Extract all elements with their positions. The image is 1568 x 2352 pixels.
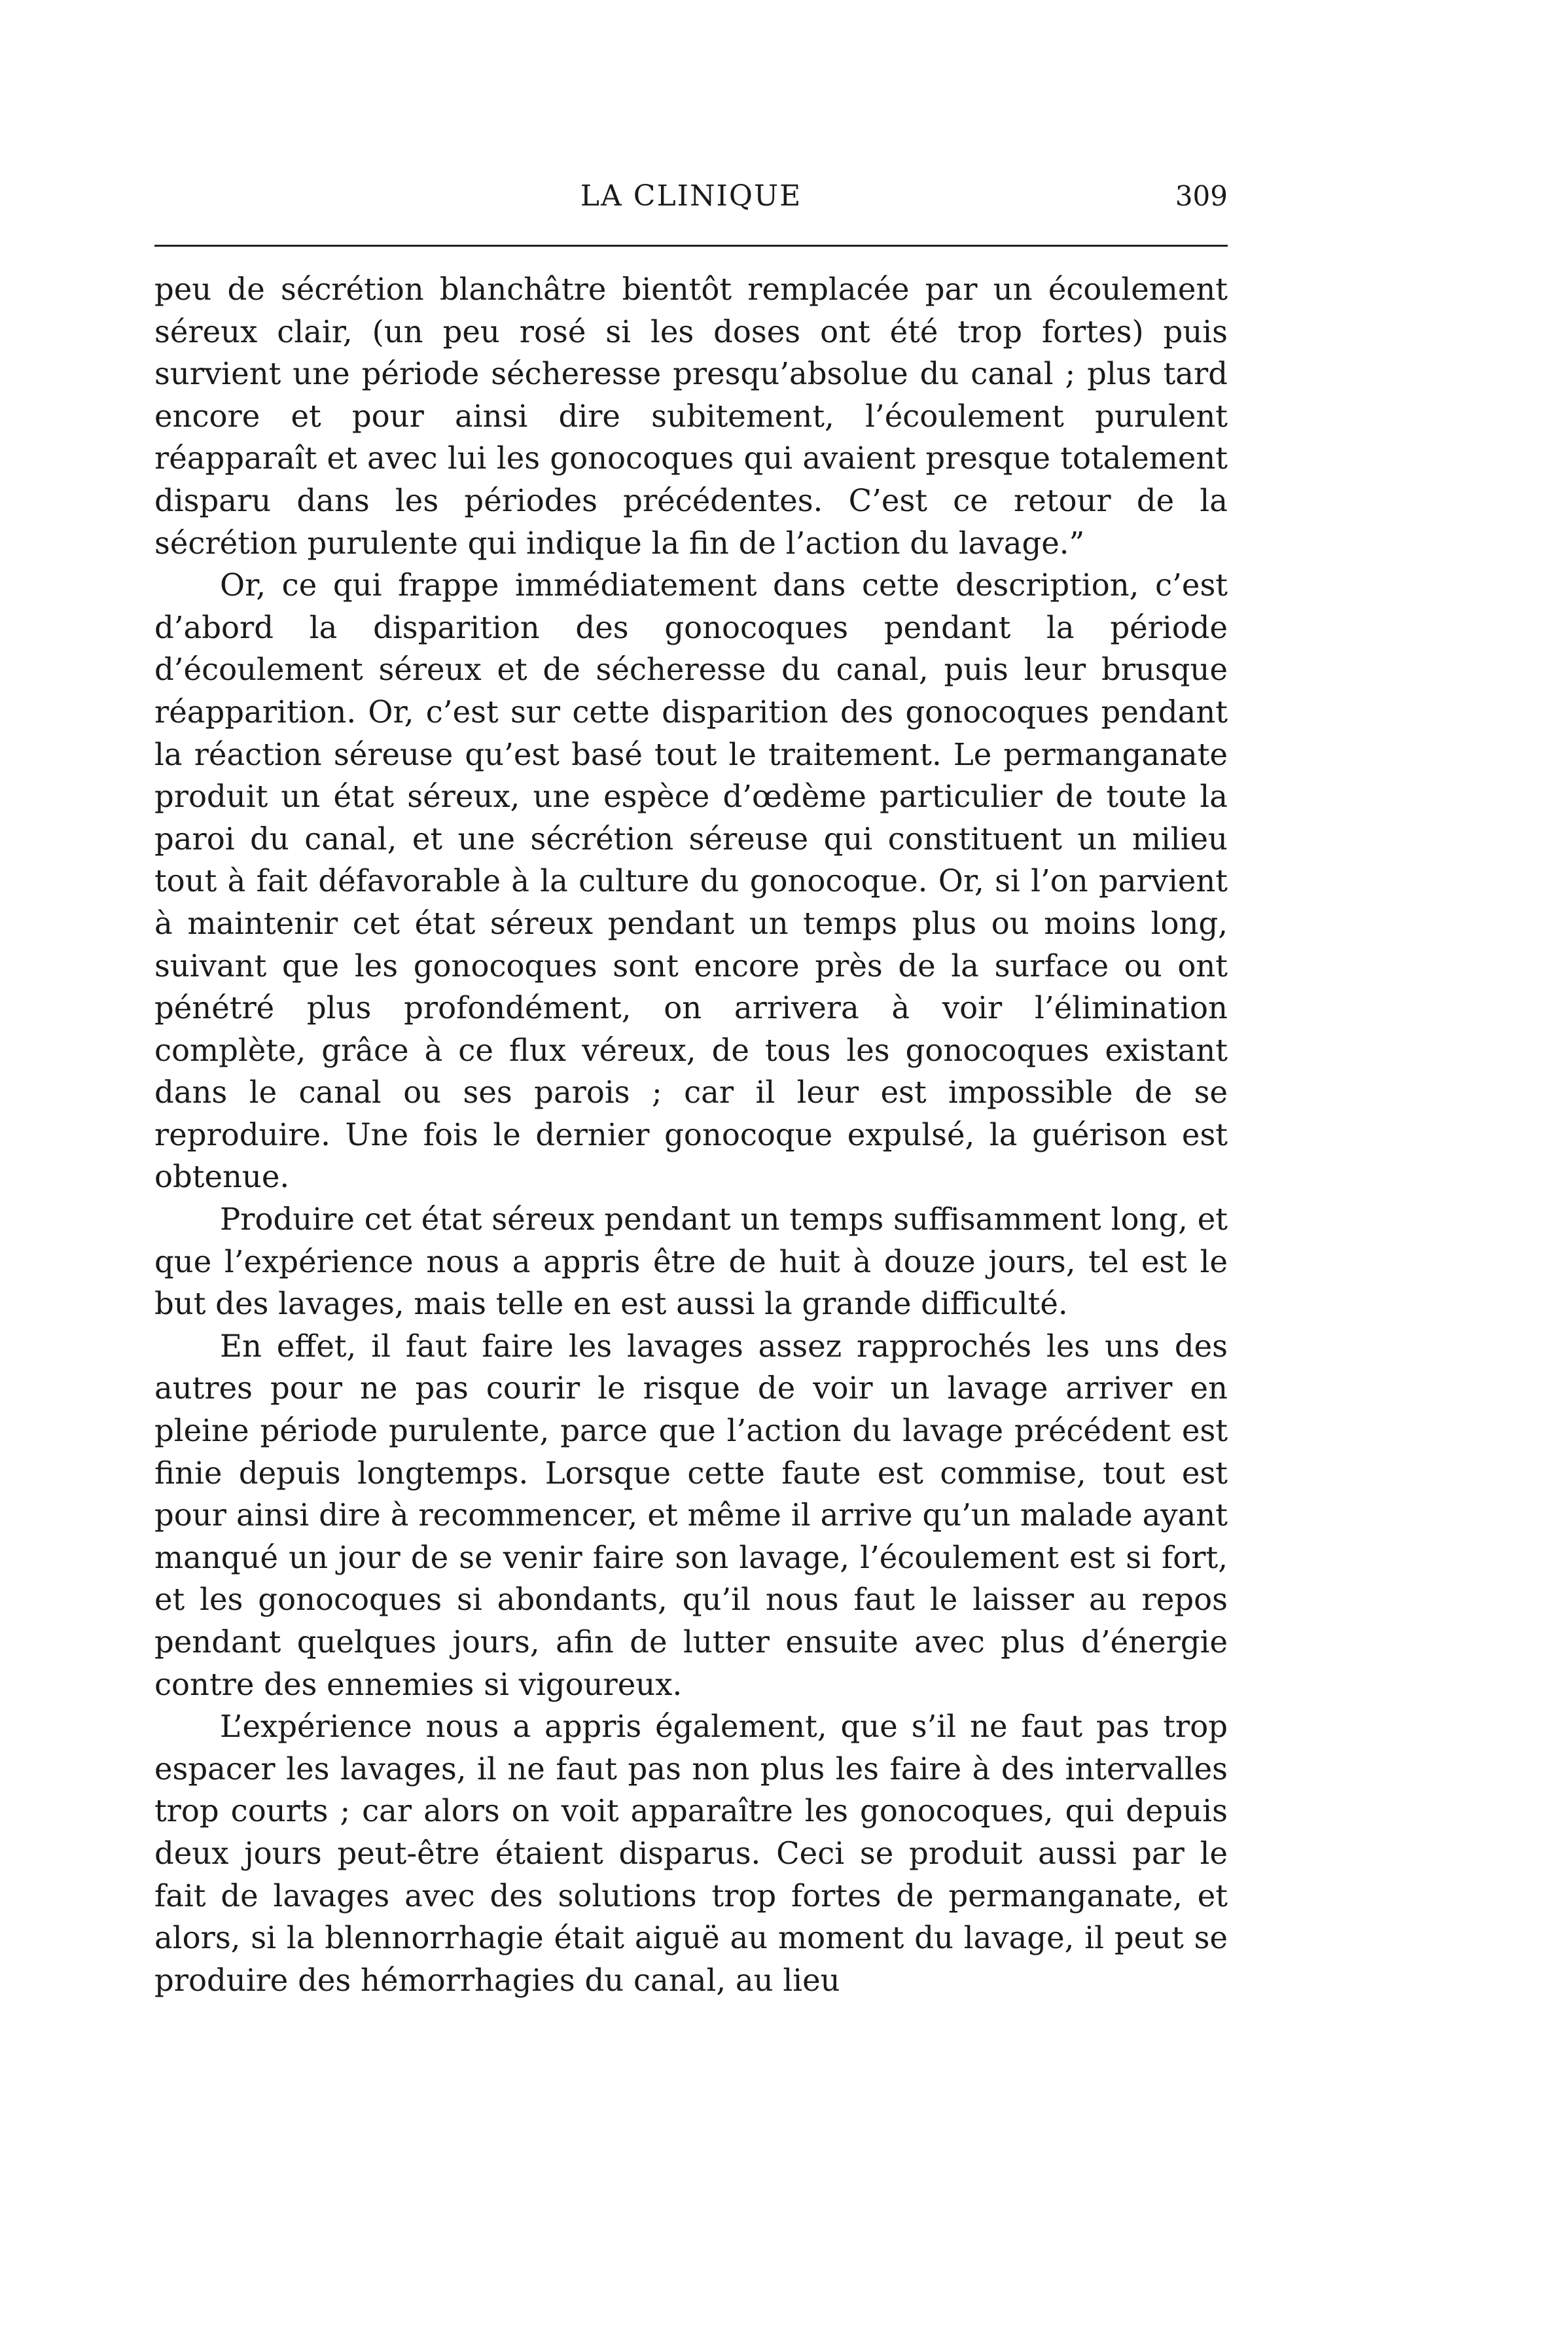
- body-text: [154, 268, 1228, 2001]
- page-number: 309: [1175, 180, 1228, 212]
- page-header: [154, 177, 1228, 223]
- header-rule: [154, 245, 1228, 247]
- paragraph: peu de sécrétion blanchâtre bientôt remplacée par un écoulement séreux clair, (un peu rosé si les doses ont été trop fortes) puis survient une période sécheresse presqu’absolue du canal ; plus tard encore et pour ainsi dire subitement, l’écoulement purulent réapparaît et avec lui les gonocoques qui avaient presque totalement disparu dans les périodes précédentes. C’est ce retour de la sécrétion purulente qui indique la fin de l’action du lavage.”: [154, 272, 1228, 561]
- paragraph: En effet, il faut faire les lavages assez rapprochés les uns des autres pour ne pas courir le risque de voir un lavage arriver en pleine période purulente, parce que l’action du lavage précédent est finie depuis longtemps. Lorsque cette faute est commise, tout est pour ainsi dire à recommencer, et même il arrive qu’un malade ayant manqué un jour de se venir faire son lavage, l’écoulement est si fort, et les gonocoques si abondants, qu’il nous faut le laisser au repos pendant quelques jours, afin de lutter ensuite avec plus d’énergie contre des ennemies si vigoureux.: [154, 1328, 1228, 1702]
- running-title: LA CLINIQUE: [580, 179, 802, 213]
- paragraph: L’expérience nous a appris également, que s’il ne faut pas trop espacer les lavages, il ne faut pas non plus les faire à des intervalles trop courts ; car alors on voit apparaître les gonocoques, qui depuis deux jours peut-être étaient disparus. Ceci se produit aussi par le fait de lavages avec des solutions trop fortes de permanganate, et alors, si la blennorrhagie était aiguë au moment du lavage, il peut se produire des hémorrhagies du canal, au lieu: [154, 1709, 1228, 1998]
- paragraph: Or, ce qui frappe immédiatement dans cette description, c’est d’abord la disparition des gonocoques pendant la période d’écoulement séreux et de sécheresse du canal, puis leur brusque réapparition. Or, c’est sur cette disparition des gonocoques pendant la réaction séreuse qu’est basé tout le traitement. Le permanganate produit un état séreux, une espèce d’œdème particulier de toute la paroi du canal, et une sécrétion séreuse qui constituent un milieu tout à fait défavorable à la culture du gonocoque. Or, si l’on parvient à maintenir cet état séreux pendant un temps plus ou moins long, suivant que les gonocoques sont encore près de la surface ou ont pénétré plus profondément, on arrivera à voir l’élimination complète, grâce à ce flux véreux, de tous les gonocoques existant dans le canal ou ses parois ; car il leur est impossible de se reproduire. Une fois le dernier gonocoque expulsé, la guérison est obtenue.: [154, 567, 1228, 1195]
- paragraph: Produire cet état séreux pendant un temps suffisamment long, et que l’expérience nous a appris être de huit à douze jours, tel est le but des lavages, mais telle en est aussi la grande difficulté.: [154, 1202, 1228, 1322]
